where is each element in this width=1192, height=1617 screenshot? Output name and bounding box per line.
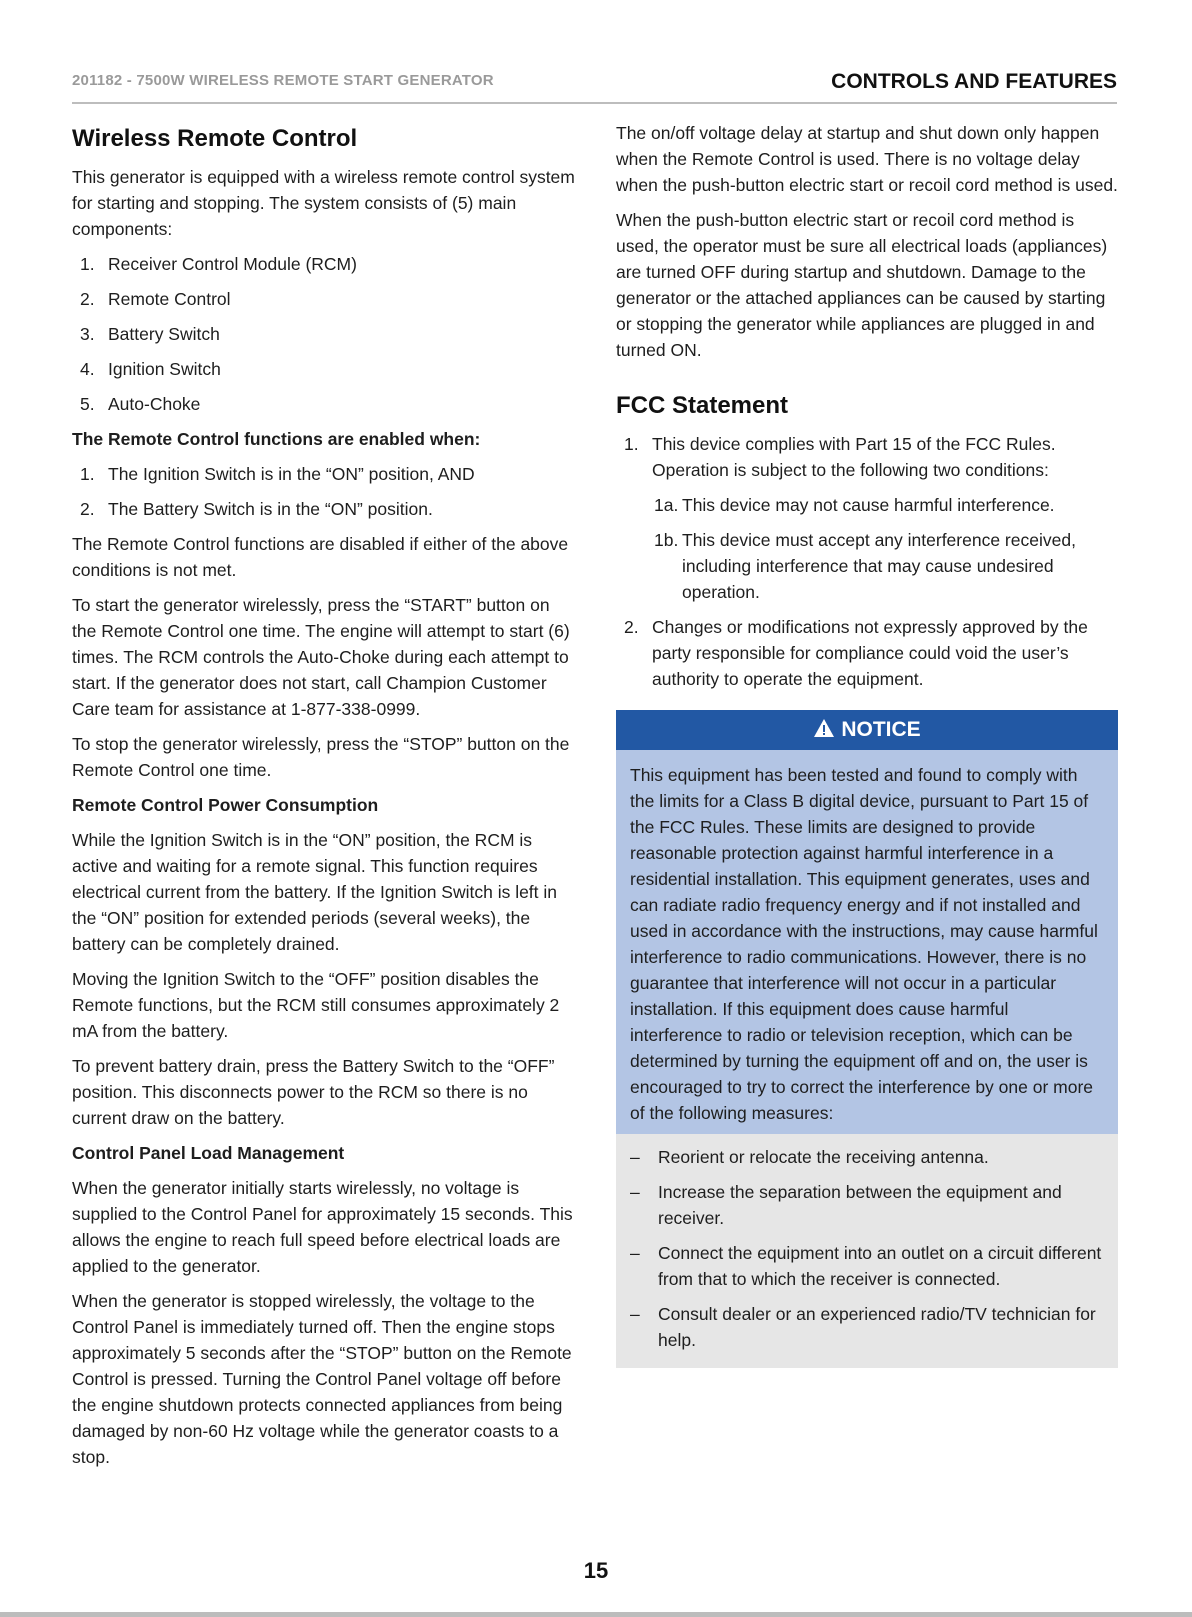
document-title: 201182 - 7500W WIRELESS REMOTE START GENERATOR xyxy=(72,72,494,89)
measures-list xyxy=(616,1134,1118,1368)
list-item: – Connect the equipment into an outlet on a circuit different from that to which the receiver is connected. xyxy=(630,1243,1102,1289)
stop-paragraph: To stop the generator wirelessly, press the “STOP” button on the Remote Control one time. xyxy=(72,734,570,780)
start-paragraph: To start the generator wirelessly, press the “START” button on the Remote Control one time. The engine will attempt to start (6) times. The RCM controls the Auto-Choke during each attempt to start. If the generator does not start, call Champion Customer Care team for assistance at 1-877-338-0999. xyxy=(72,595,570,719)
notice-body: This equipment has been tested and found to comply with the limits for a Class B digital device, pursuant to Part 15 of the FCC Rules. These limits are designed to provide reasonable protection against harmful interference in a residential installation. This equipment generates, uses and can radiate radio frequency energy and if not installed and used in accordance with the instructions, may cause harmful interference to radio communications. However, there is no guarantee that interference will not occur in a particular installation. If this equipment does cause harmful interference to radio or television reception, which can be determined by turning the equipment off and on, the user is encouraged to try to correct the interference by one or more of the following measures: xyxy=(616,750,1118,1134)
list-item: 2. The Battery Switch is in the “ON” position. xyxy=(80,499,433,519)
intro-paragraph: This generator is equipped with a wireless remote control system for starting and stopping. The system consists of (5) main components: xyxy=(72,167,575,239)
power-paragraph-3: To prevent battery drain, press the Battery Switch to the “OFF” position. This disconnects power to the RCM so there is no current draw on the battery. xyxy=(72,1056,555,1128)
notice-box xyxy=(616,710,1118,1368)
fcc-list xyxy=(616,431,1118,483)
load-paragraph-2: When the generator is stopped wirelessly, the voltage to the Control Panel is immediately turned off. Then the engine stops approximately 5 seconds after the “STOP” button on the Remote Control is pressed. Turning the Control Panel voltage off before the engine shutdown protects connected appliances from being damaged by non-60 Hz voltage while the generator coasts to a stop. xyxy=(72,1291,572,1467)
list-item: 4. Ignition Switch xyxy=(80,359,221,379)
load-subheading: Control Panel Load Management xyxy=(72,1143,345,1163)
list-item: 1. The Ignition Switch is in the “ON” position, AND xyxy=(80,464,475,484)
conditions-list xyxy=(72,461,577,522)
delay-paragraph-1: The on/off voltage delay at startup and shut down only happen when the Remote Control is used. There is no voltage delay when the push-button electric start or recoil cord method is used. xyxy=(616,123,1118,195)
wireless-remote-heading: Wireless Remote Control xyxy=(72,125,358,152)
list-item: – Increase the separation between the equipment and receiver. xyxy=(630,1182,1062,1228)
right-column xyxy=(616,120,1118,1368)
components-list xyxy=(72,251,577,417)
list-item: 1. Receiver Control Module (RCM) xyxy=(80,254,357,274)
fcc-list-2 xyxy=(616,614,1118,692)
list-item: – Consult dealer or an experienced radio/TV technician for help. xyxy=(630,1304,1096,1350)
enabled-subheading: The Remote Control functions are enabled when: xyxy=(72,429,481,449)
list-item: 5. Auto-Choke xyxy=(80,394,201,414)
list-item: – Reorient or relocate the receiving antenna. xyxy=(630,1147,989,1167)
fcc-heading: FCC Statement xyxy=(616,392,789,419)
list-item: 1a. This device may not cause harmful interference. xyxy=(654,495,1055,515)
page-number: 15 xyxy=(583,1558,609,1583)
bottom-divider xyxy=(0,1612,1192,1617)
disabled-paragraph: The Remote Control functions are disabled if either of the above conditions is not met. xyxy=(72,534,569,580)
notice-label: NOTICE xyxy=(841,718,921,741)
load-paragraph-1: When the generator initially starts wirelessly, no voltage is supplied to the Control Panel for approximately 15 seconds. This allows the engine to reach full speed before electrical loads are applied to the generator. xyxy=(72,1178,573,1276)
list-item: 2. Changes or modifications not expressly approved by the party responsible for compliance could void the user’s authority to operate the equipment. xyxy=(624,617,1088,689)
list-item: 1b. This device must accept any interference received, including interference that may cause undesired operation. xyxy=(654,530,1076,602)
delay-paragraph-2: When the push-button electric start or recoil cord method is used, the operator must be sure all electrical loads (appliances) are turned OFF during startup and shutdown. Damage to the generator or the attached appliances can be caused by starting or stopping the generator while appliances are plugged in and turned ON. xyxy=(616,210,1108,360)
warning-triangle-icon xyxy=(813,710,835,750)
notice-bar xyxy=(616,710,1118,750)
power-paragraph-1: While the Ignition Switch is in the “ON” position, the RCM is active and waiting for a remote signal. This function requires electrical current from the battery. If the Ignition Switch is left in the “ON” position for extended periods (several weeks), the battery can be completely drained. xyxy=(72,830,558,954)
power-paragraph-2: Moving the Ignition Switch to the “OFF” position disables the Remote functions, but the RCM still consumes approximately 2 mA from the battery. xyxy=(72,969,560,1041)
page-header xyxy=(72,70,1117,104)
list-item: 2. Remote Control xyxy=(80,289,231,309)
section-title: CONTROLS AND FEATURES xyxy=(831,70,1117,93)
left-column xyxy=(72,118,577,1479)
power-subheading: Remote Control Power Consumption xyxy=(72,795,379,815)
list-item: 3. Battery Switch xyxy=(80,324,220,344)
list-item: 1. This device complies with Part 15 of the FCC Rules. Operation is subject to the following two conditions: xyxy=(624,434,1056,480)
